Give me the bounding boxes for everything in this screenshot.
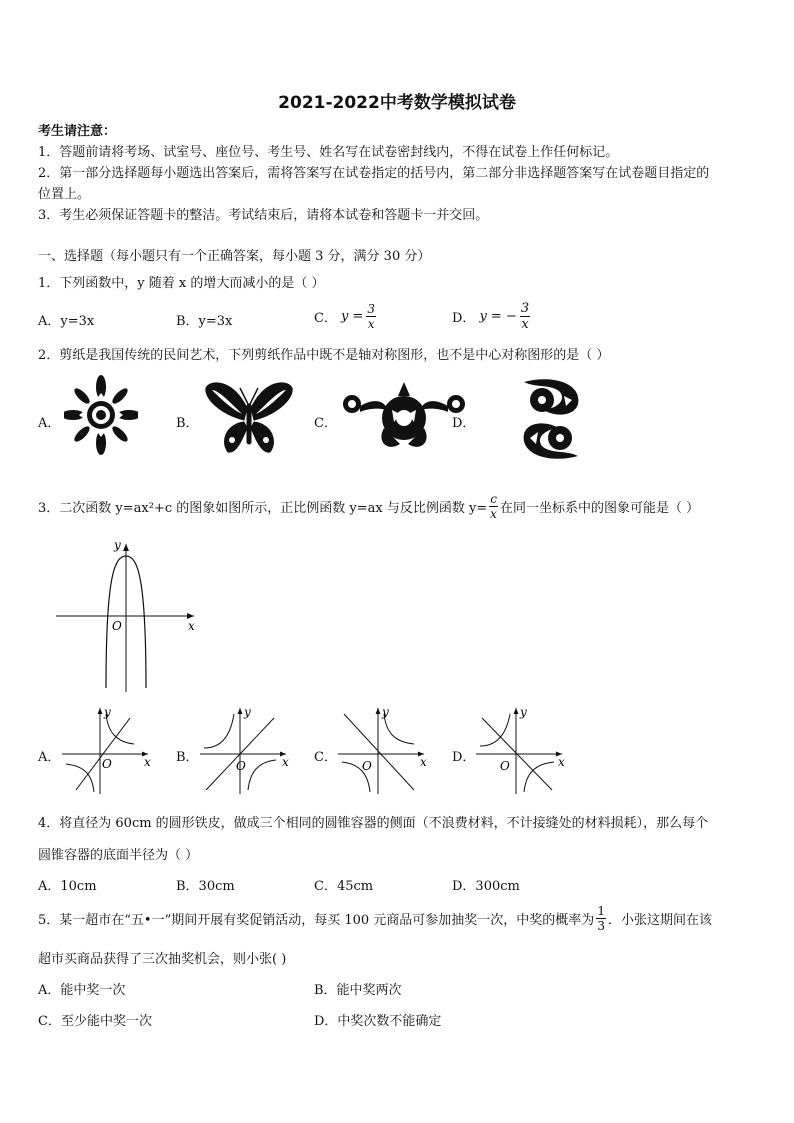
q3-c-x-label: x bbox=[420, 755, 427, 769]
papercut-butterfly-icon bbox=[202, 378, 296, 458]
q5-stem-numerator: 1 bbox=[597, 903, 605, 918]
q3-main-y-arrow bbox=[123, 544, 129, 551]
q1-option-d-numerator: 3 bbox=[520, 300, 530, 316]
q1-option-b: B．y=3x bbox=[176, 314, 233, 329]
q3-main-y-label: y bbox=[114, 538, 121, 552]
notice-heading: 考生请注意： bbox=[38, 124, 117, 139]
q3-label-d: D． bbox=[452, 750, 476, 765]
q5-option-b: B．能中奖两次 bbox=[314, 983, 402, 998]
q5-option-c: C．至少能中奖一次 bbox=[38, 1014, 152, 1029]
q5-stem-a: 5．某一超市在“五•一”期间开展有奖促销活动，每买 100 元商品可参加抽奖一次，中奖的概率为 bbox=[38, 912, 595, 928]
q3-main-x-label: x bbox=[188, 619, 195, 633]
q3-c-y-arrow bbox=[376, 708, 381, 714]
q4-stem-line-2: 圆锥容器的底面半径为（ ） bbox=[38, 848, 199, 863]
notice-line-4: 3．考生必须保证答题卡的整洁。考试结束后，请将本试卷和答题卡一并交回。 bbox=[38, 208, 489, 223]
q3-a-hyperbola-q3 bbox=[66, 764, 94, 792]
notice-line-1: 1．答题前请将考场、试室号、座位号、考生号、姓名写在试卷密封线内，不得在试卷上作任何标记。 bbox=[38, 145, 619, 160]
q3-label-c: C． bbox=[314, 750, 337, 765]
q5-stem-denominator: 3 bbox=[597, 918, 605, 933]
page-title: 2021-2022中考数学模拟试卷 bbox=[278, 93, 516, 113]
notice-line-3: 位置上。 bbox=[38, 187, 91, 202]
q3-graph-c bbox=[334, 704, 430, 796]
papercut-flower-icon bbox=[64, 374, 138, 456]
q3-graph-a bbox=[58, 704, 154, 796]
q4-option-a: A．10cm bbox=[38, 879, 97, 894]
q2-stem: 2．剪纸是我国传统的民间艺术，下列剪纸作品中既不是轴对称图形，也不是中心对称图形的是（ ） bbox=[38, 348, 610, 363]
q3-stem-denominator: x bbox=[490, 506, 497, 521]
q1-option-d-fraction bbox=[520, 302, 530, 331]
q3-stem-a: 3．二次函数 y=ax²+c 的图象如图所示，正比例函数 y=ax 与反比例函数 y= bbox=[38, 500, 488, 516]
q1-option-d-label: D． bbox=[452, 310, 476, 326]
q3-stem bbox=[38, 488, 699, 524]
q1-option-c-denominator: x bbox=[367, 316, 375, 331]
q3-d-y-arrow bbox=[514, 708, 519, 714]
q3-label-b: B． bbox=[176, 750, 199, 765]
q1-stem: 1．下列函数中，y 随着 x 的增大而减小的是（ ） bbox=[38, 276, 325, 291]
q2-label-a: A． bbox=[38, 416, 61, 431]
q4-stem-line-1: 4．将直径为 60cm 的圆形铁皮，做成三个相同的圆锥容器的侧面（不浪费材料，不计接缝处的材料损耗），那么每个 bbox=[38, 816, 709, 831]
q5-stem bbox=[38, 900, 712, 936]
q3-d-origin: O bbox=[500, 759, 510, 773]
q2-label-b: B． bbox=[176, 416, 199, 431]
notice-line-2: 2．第一部分选择题每小题选出答案后，需将答案写在试卷指定的括号内，第二部分非选择题答案写在试卷题目指定的 bbox=[38, 166, 710, 181]
q1-option-c-lhs: y = bbox=[340, 308, 364, 324]
q2-label-d: D． bbox=[452, 416, 476, 431]
q3-d-hyperbola-q2 bbox=[480, 714, 510, 746]
q3-stem-numerator: c bbox=[490, 491, 497, 506]
q3-c-y-label: y bbox=[382, 705, 389, 719]
q4-option-b: B．30cm bbox=[176, 879, 235, 894]
q4-option-c: C．45cm bbox=[314, 879, 374, 894]
q5-stem-b: ．小张这期间在该 bbox=[607, 912, 712, 928]
papercut-fish-pair-icon bbox=[514, 374, 588, 464]
q3-graph-b bbox=[196, 704, 292, 796]
q5-option-a: A．能中奖一次 bbox=[38, 983, 126, 998]
q3-c-line bbox=[344, 714, 414, 790]
q2-label-c: C． bbox=[314, 416, 337, 431]
q5-option-d: D．中奖次数不能确定 bbox=[314, 1014, 442, 1029]
papercut-floral-scroll-icon bbox=[340, 378, 468, 454]
q1-option-c bbox=[314, 300, 376, 332]
q3-graph-d bbox=[472, 704, 568, 796]
q1-option-c-numerator: 3 bbox=[367, 301, 375, 316]
q3-b-y-arrow bbox=[238, 708, 243, 714]
q3-a-origin: O bbox=[102, 757, 112, 771]
q3-a-x-label: x bbox=[144, 755, 151, 769]
q5-stem-line-2: 超市买商品获得了三次抽奖机会，则小张( ) bbox=[38, 952, 287, 967]
q3-c-origin: O bbox=[362, 759, 372, 773]
q1-option-a: A．y=3x bbox=[38, 314, 95, 329]
q1-option-c-label: C． bbox=[314, 310, 337, 326]
q3-d-y-label: y bbox=[520, 705, 527, 719]
q3-b-y-label: y bbox=[244, 705, 251, 719]
q3-a-y-arrow bbox=[98, 708, 103, 714]
q3-b-hyperbola-q2 bbox=[204, 714, 234, 748]
q3-stem-b: 在同一坐标系中的图象可能是（ ） bbox=[499, 500, 700, 516]
q3-b-origin: O bbox=[236, 759, 246, 773]
q3-a-y-label: y bbox=[104, 705, 111, 719]
q3-label-a: A． bbox=[38, 750, 61, 765]
q1-option-d-denominator: x bbox=[521, 316, 529, 332]
q1-option-d-lhs: y = − bbox=[479, 308, 517, 324]
q5-stem-fraction bbox=[596, 905, 606, 932]
q4-option-d: D．300cm bbox=[452, 879, 520, 894]
q3-d-x-label: x bbox=[558, 755, 565, 769]
q3-main-graph bbox=[54, 538, 204, 694]
section-heading: 一、选择题（每小题只有一个正确答案，每小题 3 分，满分 30 分） bbox=[38, 249, 431, 264]
q1-option-c-fraction bbox=[366, 303, 376, 330]
q3-main-origin: O bbox=[112, 619, 122, 633]
q3-b-hyperbola-q4 bbox=[248, 760, 276, 790]
q3-b-x-label: x bbox=[282, 755, 289, 769]
q3-stem-fraction bbox=[489, 493, 498, 520]
q1-option-d bbox=[452, 298, 530, 334]
